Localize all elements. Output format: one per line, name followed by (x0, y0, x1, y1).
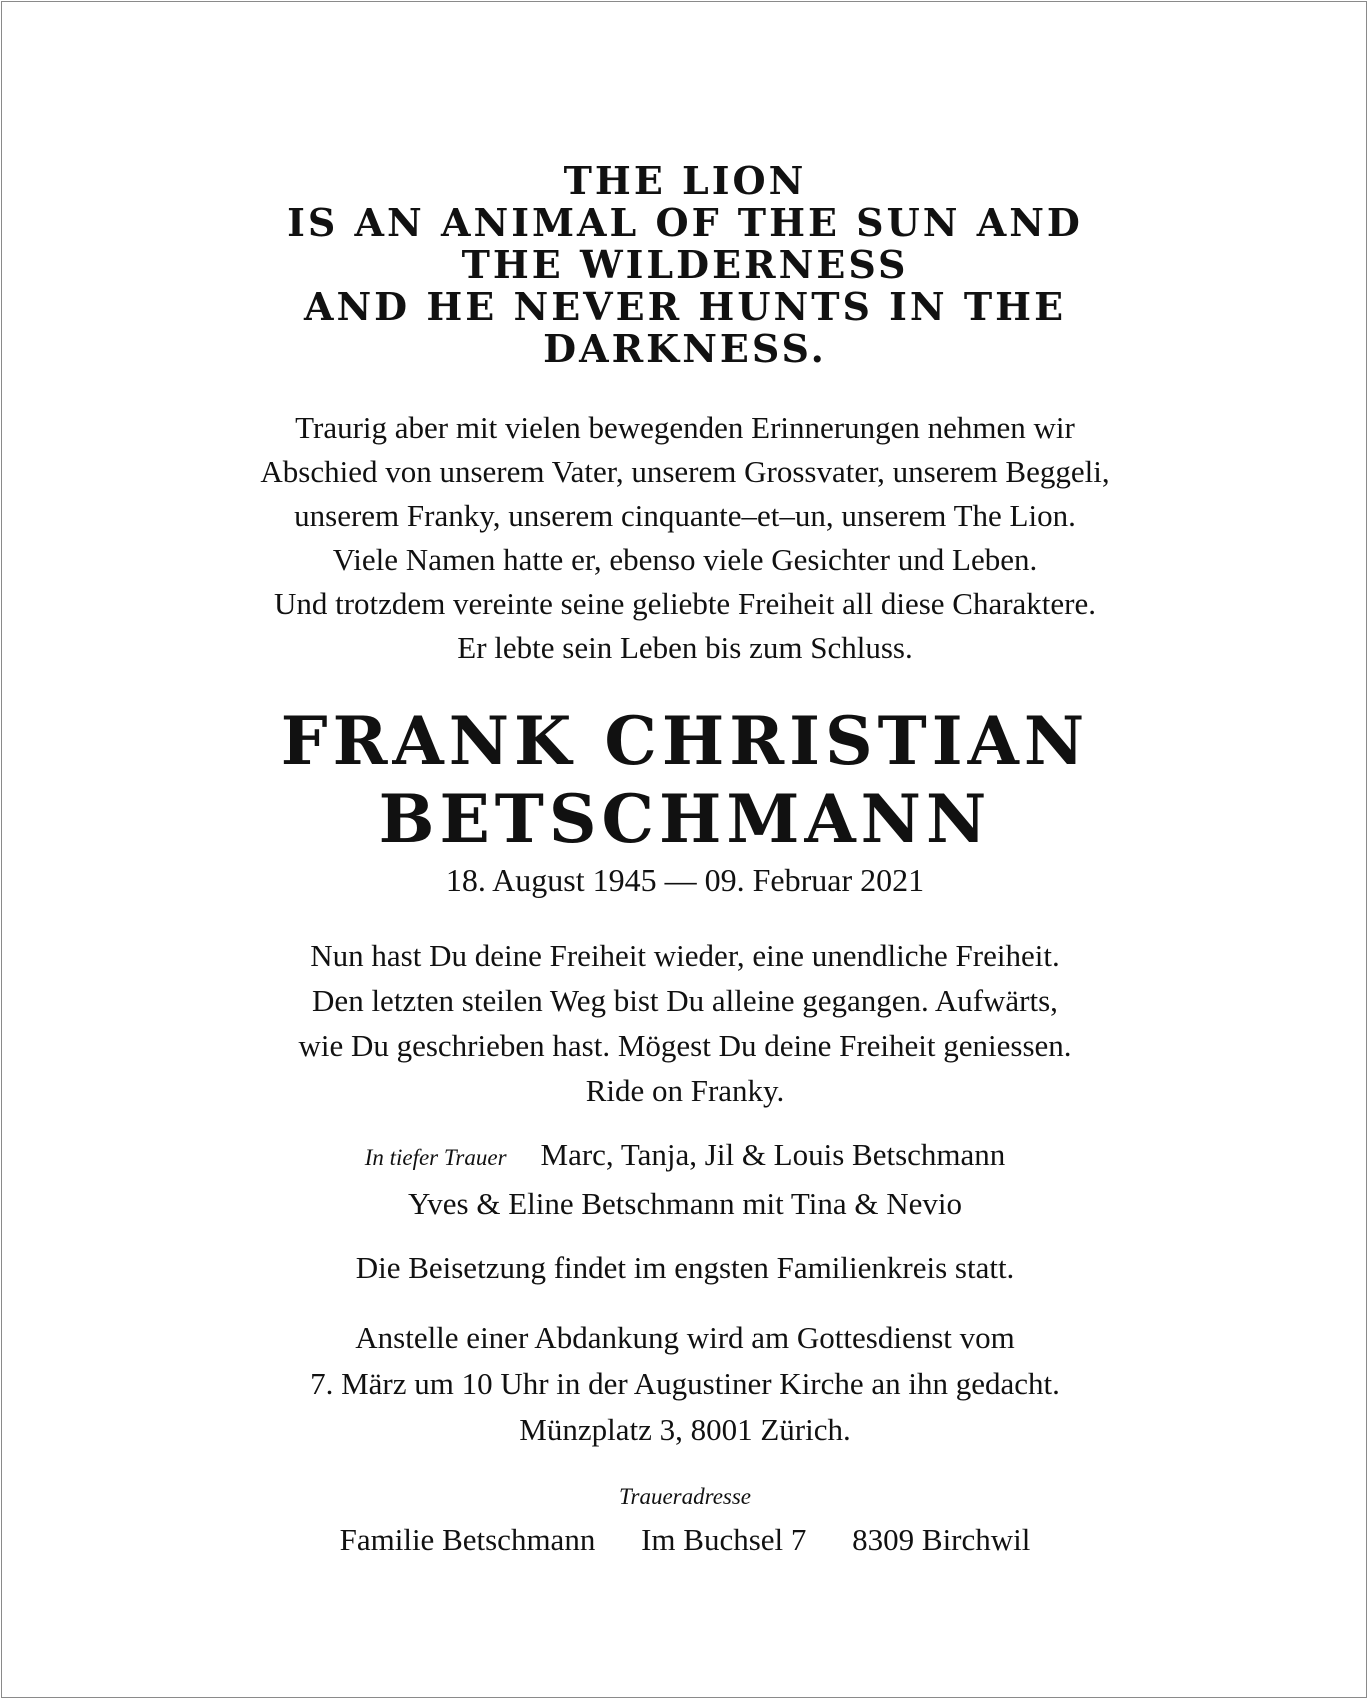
burial-notice: Die Beisetzung findet im engsten Familienkreis statt. (355, 1250, 1015, 1285)
closing-paragraph (0, 933, 1370, 1113)
name-first-line: FRANK CHRISTIAN (280, 702, 1090, 780)
deceased-name (0, 702, 1370, 858)
mourners-names: Marc, Tanja, Jil & Louis Betschmann (540, 1137, 1006, 1172)
closing-line: Nun hast Du deine Freiheit wieder, eine unendliche Freiheit. (310, 938, 1060, 973)
service-line: 7. März um 10 Uhr in der Augustiner Kirche an ihn gedacht. (310, 1366, 1060, 1401)
quote-line: THE LION (563, 158, 807, 203)
mourners-first-line (0, 1132, 1370, 1181)
intro-line: Viele Namen hatte er, ebenso viele Gesichter und Leben. (332, 542, 1038, 577)
intro-line: Er lebte sein Leben bis zum Schluss. (457, 630, 913, 665)
intro-line: Und trotzdem vereinte seine geliebte Freiheit all diese Charaktere. (273, 586, 1097, 621)
mourners-second-line: Yves & Eline Betschmann mit Tina & Nevio (407, 1186, 962, 1221)
service-line: Münzplatz 3, 8001 Zürich. (519, 1412, 851, 1447)
mourning-label: In tiefer Trauer (364, 1145, 507, 1170)
quote-line: AND HE NEVER HUNTS IN THE (303, 284, 1067, 329)
name-surname: BETSCHMANN (378, 780, 992, 858)
quote-line: IS AN ANIMAL OF THE SUN AND (287, 200, 1083, 245)
mourners-list (0, 1132, 1370, 1227)
intro-line: Traurig aber mit vielen bewegenden Erinnerungen nehmen wir (295, 410, 1075, 445)
life-dates: 18. August 1945 — 09. Februar 2021 (445, 862, 925, 898)
address-family: Familie Betschmann (339, 1522, 596, 1557)
closing-line: wie Du geschrieben hast. Mögest Du deine Freiheit geniessen. (298, 1028, 1072, 1063)
lion-quote (0, 160, 1370, 370)
address-city: 8309 Birchwil (852, 1522, 1031, 1557)
address-street: Im Buchsel 7 (641, 1522, 807, 1557)
intro-line: unserem Franky, unserem cinquante–et–un, unserem The Lion. (294, 498, 1076, 533)
intro-line: Abschied von unserem Vater, unserem Grossvater, unserem Beggeli, (260, 454, 1110, 489)
quote-line: THE WILDERNESS (461, 242, 909, 287)
closing-line: Den letzten steilen Weg bist Du alleine gegangen. Aufwärts, (312, 983, 1058, 1018)
mourning-address (0, 1520, 1370, 1560)
mourning-address-label: Traueradresse (618, 1484, 752, 1509)
quote-line: DARKNESS. (543, 326, 827, 371)
memorial-service-notice (0, 1315, 1370, 1453)
intro-paragraph (0, 406, 1370, 670)
service-line: Anstelle einer Abdankung wird am Gottesdienst vom (355, 1320, 1015, 1355)
closing-line: Ride on Franky. (585, 1073, 785, 1108)
